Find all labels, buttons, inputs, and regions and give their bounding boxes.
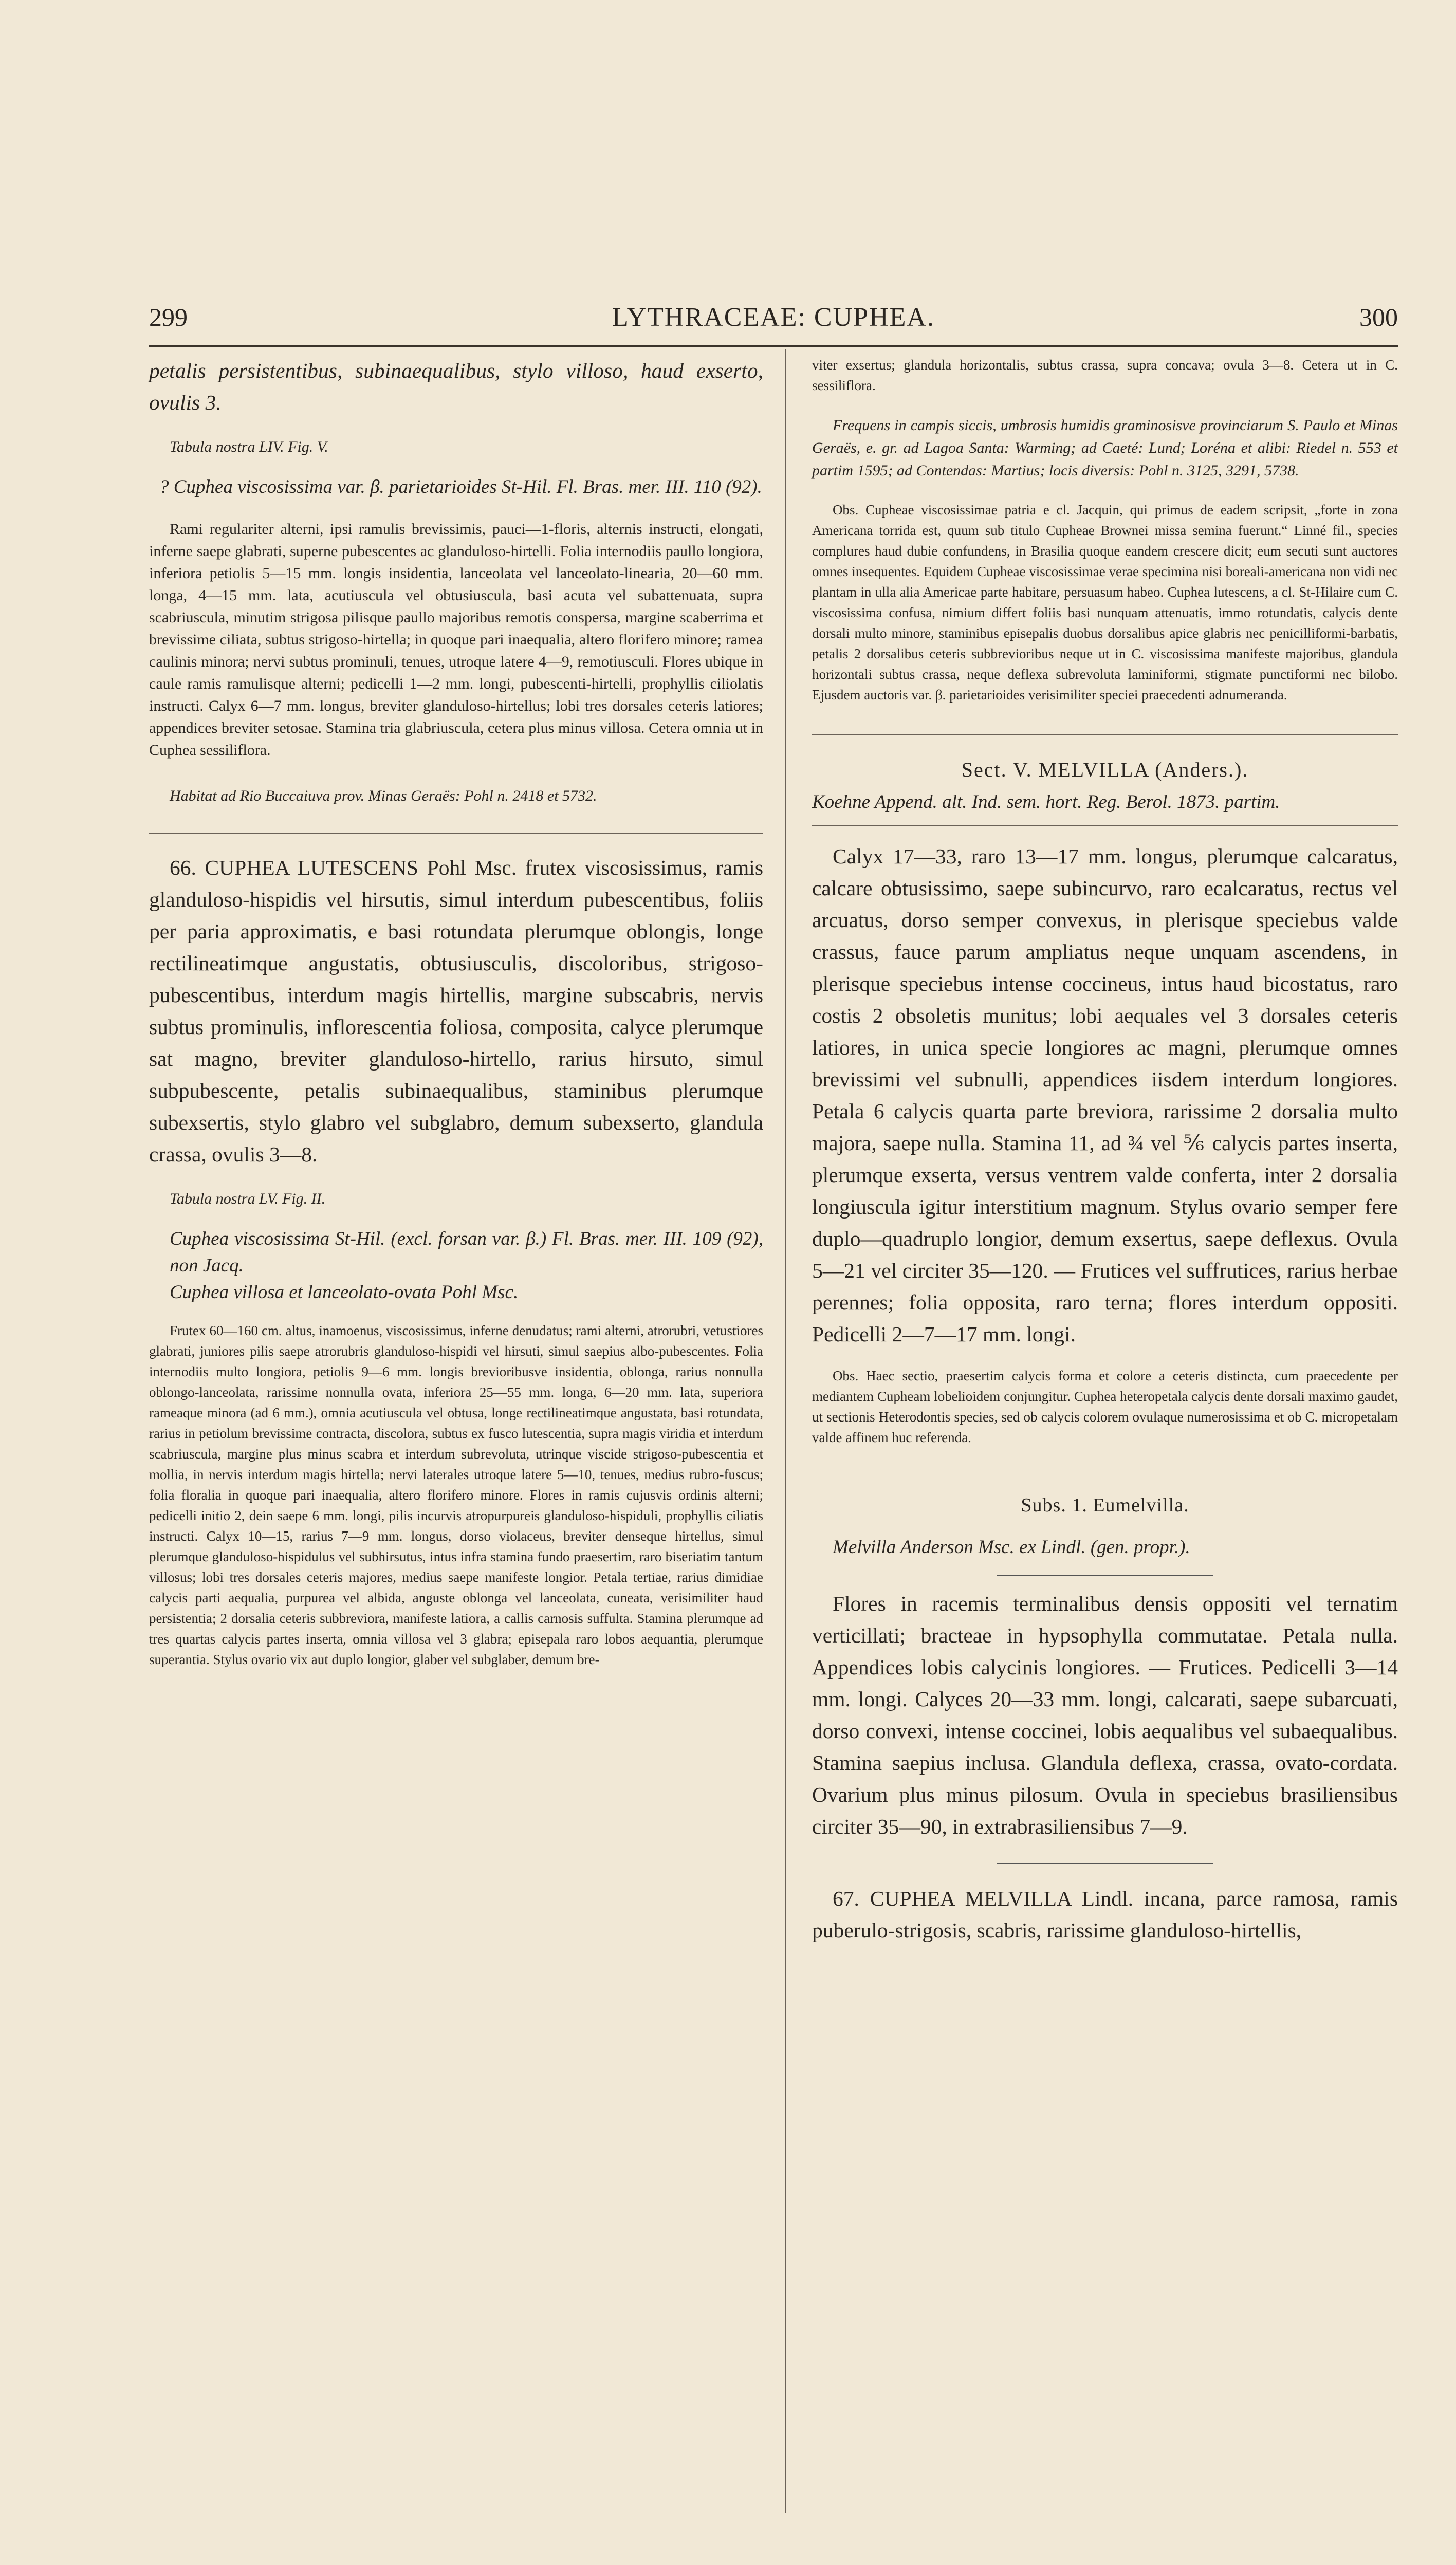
synonym: ? Cuphea viscosissima var. β. parietarioides St-Hil. Fl. Bras. mer. III. 110 (92). <box>159 476 762 497</box>
habitat: Habitat ad Rio Buccaiuva prov. Minas Geraës: Pohl n. 2418 et 5732. <box>170 787 597 804</box>
plate-reference: Tabula nostra LIV. Fig. V. <box>170 438 328 455</box>
species-66-diagnosis: 66. CUPHEA LUTESCENS Pohl Msc. frutex viscosissimus, ramis glanduloso-hispidis vel hirsutis, simul interdum pubescentibus, foliis per paria approximatis, e basi rotundata plerumque oblongis, longe rectilineatimque angustatis, obtusiusculis, discoloribus, strigoso-pubescentibus, interdum magis hirtellis, margine subscabris, nervis subtus prominulis, inflorescentia foliosa, composita, calyce plerumque sat magno, breviter glanduloso-hirtello, rarius hirsuto, simul subpubescente, petalis subinaequalibus, staminibus plerumque subexsertis, stylo glabro vel subglabro, demum subexserto, glandula crassa, ovulis 3—8. <box>149 856 763 1166</box>
section-reference: Koehne Append. alt. Ind. sem. hort. Reg. Berol. 1873. partim. <box>812 791 1280 813</box>
subsection-rule <box>997 1863 1213 1864</box>
header-rule <box>149 345 1398 347</box>
plate-reference: Tabula nostra LV. Fig. II. <box>170 1190 326 1207</box>
section-description: Calyx 17—33, raro 13—17 mm. longus, plerumque calcaratus, calcare obtusissimo, saepe subincurvo, raro ecalcaratus, rectus vel arcuatus, dorso semper convexus, in plerisque speciebus valde crassus, fauce parum ampliatus neque unquam ascendens, in plerisque speciebus intense coccineus, intus haud bicostatus, raro costis 2 obsoletis munitus; lobi aequales vel 3 dorsales ceteris latiores, in unica specie longiores ac magni, plerumque omnes brevissimi vel subnulli, appendices iisdem interdum longiores. Petala 6 calycis quarta parte breviora, rarissime 2 dorsalia multo majora, saepe nulla. Stamina 11, ad ¾ vel ⅚ calycis partes inserta, plerumque exserta, versus ventrem valde conferta, inter 2 dorsalia longiuscula igitur interstitium magnum. Stylus ovario semper fere duplo—quadruplo longior, demum exsertus, saepe deflexus. Ovula 5—21 vel circiter 35—120. — Frutices vel suffrutices, rarius herbae perennes; folia opposita, raro terna; flores interdum oppositi. Pedicelli 2—7—17 mm. longi. <box>812 844 1398 1346</box>
section-rule <box>149 833 763 834</box>
continued-text: petalis persistentibus, subinaequalibus, stylo villoso, haud exserto, ovulis 3. <box>149 359 763 414</box>
subsection-rule <box>997 1575 1213 1576</box>
left-column <box>149 355 763 1670</box>
observation: Obs. Haec sectio, praesertim calycis forma et colore a ceteris distincta, cum praecedente per mediantem Cupheam lobelioidem conjungitur. Cuphea heteropetala calycis dente dorsali maximo gaudet, ut sectionis Heterodontis species, sed ob calycis colorem ovulaque numerosissima et ob C. micropetalam valde affinem huc referenda. <box>812 1368 1398 1445</box>
description: Rami regulariter alterni, ipsi ramulis brevissimis, pauci—1-floris, alternis instructi, elongati, inferne saepe glabrati, superne pubescentes ac glanduloso-hirtelli. Folia internodiis paullo longiora, inferiora petiolis 5—15 mm. longis insidentia, lanceolata vel lanceolato-linearia, 20—60 mm. longa, 4—15 mm. lata, acutiuscula vel obtusiuscula, basi acuta vel subattenuata, supra scabriuscula, minutim strigosa pilisque paullo majoribus remotis conspersa, margine scaberrima et brevissime ciliata, subtus strigoso-hirtella; in quoque pari inaequalia, altero florifero minore; ramea caulinis minora; nervi subtus prominuli, tenues, utroque latere 4—9, remotiusculi. Flores ubique in caule ramis ramulisque alterni; pedicelli 1—2 mm. longi, pubescenti-hirtelli, prophyllis ciliolatis instructi. Calyx 6—7 mm. longus, breviter glanduloso-hirtellus; lobi tres dorsales ceteris latiores; appendices breviter setosae. Stamina tria glabriuscula, cetera plus minus villosa. Cetera omnia ut in Cuphea sessiliflora. <box>149 521 763 759</box>
habitat: Frequens in campis siccis, umbrosis humidis graminosisve provinciarum S. Paulo et Minas Geraës, e. gr. ad Lagoa Santa: Warming; ad Caeté: Lund; Loréna et alibi: Riedel n. 553 et partim 1595; ad Contendas: Martius; locis diversis: Pohl n. 3125, 3291, 5738. <box>812 417 1398 479</box>
column-divider <box>785 349 786 2513</box>
species-67-diagnosis: 67. CUPHEA MELVILLA Lindl. incana, parce ramosa, ramis puberulo-strigosis, scabris, rarissime glanduloso-hirtellis, <box>812 1887 1398 1942</box>
subsection-description: Flores in racemis terminalibus densis oppositi vel ternatim verticillati; bracteae in hypsophylla commutatae. Petala nulla. Appendices lobis calycinis longiores. — Frutices. Pedicelli 3—14 mm. longi. Calyces 20—33 mm. longi, calcarati, saepe subarcuati, dorso convexi, intense coccinei, lobis aequalibus vel subaequalibus. Stamina saepius inclusa. Glandula deflexa, crassa, ovato-cordata. Ovarium plus minus pilosum. Ovula in speciebus brasiliensibus circiter 35—90, in extrabrasiliensibus 7—9. <box>812 1592 1398 1838</box>
description: Frutex 60—160 cm. altus, inamoenus, viscosissimus, inferne denudatus; rami alterni, atrorubri, vetustiores glabrati, juniores pilis saepe atrorubris glanduloso-hispidi vel hirsuti, simul saepius albo-pubescentes. Folia internodiis multo longiora, petiolis 9—6 mm. longis brevioribusve insidentia, oblonga, rarius nonnulla oblongo-lanceolata, rarissime nonnulla ovata, inferiora 25—55 mm. longa, 6—20 mm. lata, superiora rameaque minora (ad 6 mm.), omnia acutiuscula vel obtusa, longe rectilineatimque angustata, basi rotundata, rarius in petiolum brevissime contracta, discolora, subtus ex fusco lutescentia, supra magis viridia et interdum scabriuscula, margine plus minus scabra et interdum subrevoluta, utrinque viscide strigoso-pubescentia et mollia, in nervis interdum magis hirtella; nervi laterales utroque latere 5—10, tenues, medius rubro-fuscus; folia floralia in quoque pari inaequalia, altero florifero minore. Flores in ramis cujusvis ordinis alterni; pedicelli initio 2, dein saepe 6 mm. longi, pilis incurvis atropurpureis glanduloso-hispiduli, prophyllis ciliatis instructi. Calyx 10—15, rarius 7—9 mm. longus, dorso violaceus, breviter denseque hirtellus, simul plerumque glanduloso-hispidulus vel subhirsutus, intus infra stamina fundo praesertim, raro biseriatim tantum villosus; lobi tres dorsales ceteris majores, medius saepe manifeste longior. Petala tertiae, rarius dimidiae calycis parti aequalia, purpurea vel albida, anguste oblonga vel lanceolata, cuneata, verisimiliter haud persistentia; 2 dorsalia ceteris subbreviora, manifeste latiora, a callis carnosis suffulta. Stamina plerumque ad tres quartas calycis partes inserta, omnia villosa vel 3 glabra; episepala raro lobos aequantia, plerumque superantia. Stylus ovario vix aut duplo longior, glaber vel subglaber, demum bre- <box>149 1323 763 1667</box>
page-number-right: 300 <box>1359 303 1398 331</box>
right-column <box>812 355 1398 1946</box>
section-rule <box>812 825 1398 826</box>
section-rule <box>812 734 1398 735</box>
subsection-heading: Subs. 1. Eumelvilla. <box>1021 1494 1189 1516</box>
page-number-left: 299 <box>149 303 188 331</box>
section-heading: Sect. V. MELVILLA (Anders.). <box>961 758 1249 781</box>
synonym: Cuphea villosa et lanceolato-ovata Pohl Msc. <box>170 1282 519 1303</box>
continued-description: viter exsertus; glandula horizontalis, subtus crassa, supra concava; ovula 3—8. Cetera ut in C. sessiliflora. <box>812 357 1398 393</box>
observation: Obs. Cupheae viscosissimae patria e cl. Jacquin, qui primus de eadem scripsit, „forte in zona Americana torrida est, quum sub titulo Cupheae Brownei missa semina fuerunt.“ Linné fil., species complures haud dubie confundens, in Brasilia quoque eandem crescere dicit; eum secuti sunt auctores omnes insequentes. Equidem Cupheae viscosissimae verae specimina nisi boreali-americana non vidi nec plantam in ulla alia Americae parte habitare, persuasum habeo. Cuphea lutescens, a cl. St-Hilaire cum C. viscosissima confusa, nimium differt foliis basi nunquam attenuatis, immo rotundatis, calycis dente dorsali multo minore, staminibus episepalis duobus dorsalibus apice glabris nec penicilliformi-barbatis, petalis 2 dorsalibus ceteris subbrevioribus neque ut in C. viscosissima manifeste majoribus, glandula horizontali subtus crassa, neque deflexa subrevoluta laminiformi, stigmate punctiformi nec bilobo. Ejusdem auctoris var. β. parietarioides verisimiliter speciei praecedenti adnumeranda. <box>812 502 1398 703</box>
subsection-reference: Melvilla Anderson Msc. ex Lindl. (gen. propr.). <box>833 1537 1190 1558</box>
running-title: LYTHRACEAE: CUPHEA. <box>612 303 935 332</box>
synonym: Cuphea viscosissima St-Hil. (excl. forsan var. β.) Fl. Bras. mer. III. 109 (92), non Jacq. <box>170 1228 763 1276</box>
running-head <box>149 302 1398 343</box>
